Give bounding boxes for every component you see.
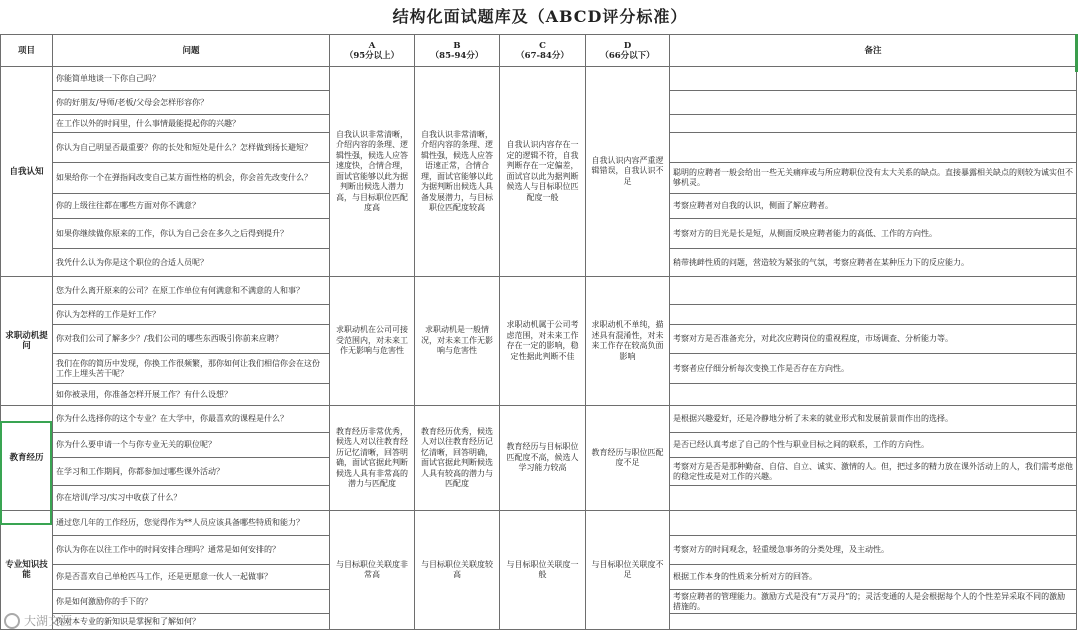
note-cell: 考察应聘者的管理能力。激励方式是没有“万灵丹”的；灵活变通的人是会根据每个人的个性差异采取不同的激励措施的。	[670, 590, 1077, 614]
note-cell	[670, 384, 1077, 406]
note-cell: 考察者应仔细分析每次变换工作是否存在方向性。	[670, 354, 1077, 384]
header-grade-c	[500, 35, 586, 67]
question-cell: 你的好朋友/导师/老板/父母会怎样形容你？	[53, 91, 330, 115]
grade-b-criteria: 教育经历优秀，候选人对以往教育经历记忆清晰，回答明确，面试官据此判断候选人具有较高的潜力与匹配度	[415, 406, 500, 511]
scrollbar-indicator[interactable]	[1075, 34, 1078, 72]
category-self-awareness: 自我认知	[1, 67, 53, 277]
note-cell: 聪明的应聘者一般会给出一些无关痛痒或与所应聘职位没有太大关系的缺点。直接暴露相关缺点的则较为诚实但不够机灵。	[670, 163, 1077, 194]
note-cell	[670, 486, 1077, 511]
question-cell: 我们在你的简历中发现，你换工作很频繁，那你如何让我们相信你会在这份工作上埋头苦干呢？	[53, 354, 330, 384]
grade-d-range: （66分以下）	[600, 50, 655, 61]
note-cell: 考察对方是否准备充分，对此次应聘岗位的重视程度，市场调查、分析能力等。	[670, 325, 1077, 354]
header-grade-b	[415, 35, 500, 67]
question-cell: 你为什么要申请一个与你专业无关的职位呢？	[53, 433, 330, 458]
grade-c-criteria: 教育经历与目标职位匹配度不高，候选人学习能力较高	[500, 406, 586, 511]
grade-c-criteria: 与目标职位关联度一般	[500, 511, 586, 630]
table-row	[1, 67, 1077, 91]
grade-d-label: D	[623, 40, 632, 51]
grade-a-range: （95分以上）	[344, 50, 400, 61]
table-row	[1, 406, 1077, 433]
note-cell: 是否已经认真考虑了自己的个性与职业目标之间的联系，工作的方向性。	[670, 433, 1077, 458]
note-cell	[670, 133, 1077, 163]
note-cell: 考察应聘者对自我的认识，侧面了解应聘者。	[670, 194, 1077, 219]
grade-b-criteria: 求职动机是一般情况，对未来工作无影响与危害性	[415, 277, 500, 406]
note-cell: 根据工作本身的性质来分析对方的回答。	[670, 565, 1077, 590]
question-cell: 你认为自己明显否最重要？你的长处和短处是什么？怎样做到扬长避短？	[53, 133, 330, 163]
question-cell: 你在培训/学习/实习中收获了什么？	[53, 486, 330, 511]
grade-c-criteria: 求职动机属于公司考虑范围，对未来工作存在一定的影响，稳定性据此判断不佳	[500, 277, 586, 406]
note-cell	[670, 305, 1077, 325]
category-education: 教育经历	[1, 406, 53, 511]
watermark	[4, 612, 72, 629]
question-cell: 您为什么离开原来的公司？在原工作单位有何满意和不满意的人和事？	[53, 277, 330, 305]
note-cell	[670, 67, 1077, 91]
category-professional-skills: 专业知识技能	[1, 511, 53, 630]
table-row	[1, 511, 1077, 536]
question-cell: 你的上级往往都在哪些方面对你不满意？	[53, 194, 330, 219]
question-cell: 你认为怎样的工作是好工作？	[53, 305, 330, 325]
question-cell: 你对本专业的新知识是掌握和了解如何？	[53, 614, 330, 630]
grade-b-label: B	[453, 40, 461, 51]
grade-d-criteria: 教育经历与职位匹配度不足	[586, 406, 670, 511]
question-cell: 在工作以外的时间里，什么事情最能提起你的兴趣？	[53, 115, 330, 133]
grade-c-label: C	[539, 40, 546, 51]
note-cell: 考察对方的时间观念，轻重缓急事务的分类处理，及主动性。	[670, 536, 1077, 565]
grade-b-range: （85-94分）	[430, 50, 484, 61]
note-cell: 考察对方是否是那种勤奋、自信、自立、诚实、激情的人。但，把过多的精力放在课外活动上的人，我们需考虑他的稳定性或是对工作的兴趣。	[670, 458, 1077, 486]
note-cell: 稍带挑衅性质的问题，营造较为紧张的气氛，考察应聘者在某种压力下的反应能力。	[670, 249, 1077, 277]
header-item: 项目	[1, 35, 53, 67]
watermark-text: 大湖文涯	[24, 614, 73, 628]
grade-a-criteria: 与目标职位关联度非常高	[330, 511, 415, 630]
grade-a-criteria: 求职动机在公司可接受范围内，对未来工作无影响与危害性	[330, 277, 415, 406]
question-cell: 如果给你一个在弹指间改变自己某方面性格的机会，你会首先改变什么？	[53, 163, 330, 194]
note-cell: 是根据兴趣爱好，还是冷静地分析了未来的就业形式和发展前景而作出的选择。	[670, 406, 1077, 433]
grade-c-criteria: 自我认识内容存在一定的逻辑不符，自我判断存在一定偏差，面试官以此为据判断候选人与目标职位匹配度一般	[500, 67, 586, 277]
grade-b-criteria: 自我认识非常清晰，介绍内容的条理、逻辑性强，候选人应答语速正常，合情合理，面试官能够以此为据判断出候选人具备发展潜力，与目标职位匹配度较高	[415, 67, 500, 277]
interview-question-table	[0, 34, 1077, 630]
grade-a-criteria: 自我认识非常清晰，介绍内容的条理、逻辑性强，候选人应答速度快，合情合理，面试官能够以此为据判断出候选人潜力高，与目标职位匹配度高	[330, 67, 415, 277]
header-question: 问题	[53, 35, 330, 67]
grade-a-label: A	[368, 40, 376, 51]
header-row	[1, 35, 1077, 67]
grade-c-range: （67-84分）	[516, 50, 569, 61]
question-cell: 你为什么选择你的这个专业？在大学中，你最喜欢的课程是什么？	[53, 406, 330, 433]
question-cell: 你能简单地谈一下你自己吗？	[53, 67, 330, 91]
grade-d-criteria: 与目标职位关联度不足	[586, 511, 670, 630]
note-cell	[670, 614, 1077, 630]
question-cell: 如果你继续做你原来的工作，你认为自己会在多久之后得到提升？	[53, 219, 330, 249]
note-cell	[670, 277, 1077, 305]
question-cell: 你是如何激励你的手下的？	[53, 590, 330, 614]
header-grade-d	[586, 35, 670, 67]
note-cell	[670, 511, 1077, 536]
note-cell: 考察对方的目光是长是短，从侧面反映应聘者能力的高低、工作的方向性。	[670, 219, 1077, 249]
note-cell	[670, 91, 1077, 115]
grade-a-criteria: 教育经历非常优秀，候选人对以往教育经历记忆清晰，回答明确，面试官据此判断候选人具有非常高的潜力与匹配度	[330, 406, 415, 511]
question-cell: 你对我们公司了解多少？/我们公司的哪些东西吸引你前来应聘？	[53, 325, 330, 354]
question-cell: 我凭什么认为你是这个职位的合适人员呢？	[53, 249, 330, 277]
watermark-logo-icon	[4, 613, 20, 629]
header-grade-a	[330, 35, 415, 67]
grade-b-criteria: 与目标职位关联度较高	[415, 511, 500, 630]
question-cell: 你是否喜欢自己单枪匹马工作，还是更愿意一伙人一起做事？	[53, 565, 330, 590]
header-note: 备注	[670, 35, 1077, 67]
grade-d-criteria: 求职动机不单纯，描述具有混淆性，对未来工作存在较高负面影响	[586, 277, 670, 406]
question-cell: 如你被录用，你准备怎样开展工作？有什么设想？	[53, 384, 330, 406]
question-cell: 你认为你在以往工作中的时间安排合理吗？通常是如何安排的？	[53, 536, 330, 565]
question-cell: 通过您几年的工作经历，您觉得作为**人员应该具备哪些特质和能力？	[53, 511, 330, 536]
document-title: 结构化面试题库及（ABCD评分标准）	[392, 7, 688, 26]
category-job-motivation: 求职动机提问	[1, 277, 53, 406]
note-cell	[670, 115, 1077, 133]
table-row	[1, 277, 1077, 305]
grade-d-criteria: 自我认识内容严重逻辑错误，自我认识不足	[586, 67, 670, 277]
question-cell: 在学习和工作期间，你都参加过哪些课外活动？	[53, 458, 330, 486]
